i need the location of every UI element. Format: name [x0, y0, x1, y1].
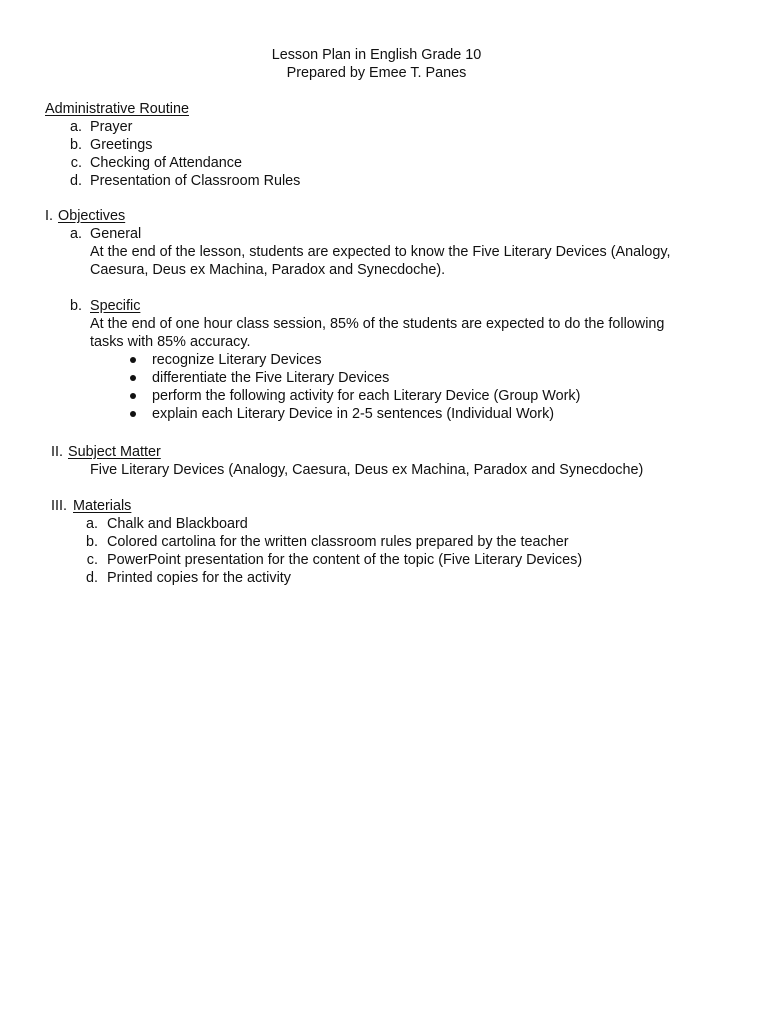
list-marker: c. [70, 155, 82, 171]
list-item [0, 154, 768, 172]
list-item [0, 172, 768, 190]
list-item-text: Checking of Attendance [90, 155, 243, 171]
list-item [0, 515, 768, 533]
subject-matter-section [0, 443, 768, 479]
admin-routine-section [0, 100, 768, 190]
list-item [0, 369, 768, 387]
list-marker: b. [69, 137, 82, 153]
general-objective-line: At the end of the lesson, students are expected to know the Five Literary Devices (Analogy, [90, 244, 671, 260]
list-item-text: Printed copies for the activity [107, 570, 291, 586]
specific-label: Specific [90, 298, 141, 314]
list-item-text: Presentation of Classroom Rules [90, 173, 301, 189]
list-marker: b. [69, 298, 82, 314]
bullet-icon [130, 393, 136, 399]
bullet-icon [130, 375, 136, 381]
objectives-heading: Objectives [58, 208, 126, 224]
materials-section [0, 497, 768, 587]
admin-routine-heading: Administrative Routine [45, 101, 189, 117]
section-numeral: II. [51, 444, 63, 460]
list-item [0, 533, 768, 551]
list-marker: a. [69, 226, 82, 242]
list-item-text: PowerPoint presentation for the content of the topic (Five Literary Devices) [107, 552, 583, 568]
general-objective-line: Caesura, Deus ex Machina, Paradox and Synecdoche). [90, 262, 446, 278]
list-item-text: differentiate the Five Literary Devices [152, 370, 390, 386]
general-label: General [90, 226, 142, 242]
list-item-text: Colored cartolina for the written classroom rules prepared by the teacher [107, 534, 569, 550]
specific-objective-line: At the end of one hour class session, 85% of the students are expected to do the following [90, 316, 665, 332]
list-item [0, 136, 768, 154]
list-item [0, 405, 768, 423]
list-marker: b. [85, 534, 98, 550]
materials-heading: Materials [73, 498, 132, 514]
list-marker: d. [85, 570, 98, 586]
list-marker: d. [69, 173, 82, 189]
bullet-icon [130, 411, 136, 417]
list-item-text: Greetings [90, 137, 153, 153]
list-item [0, 118, 768, 136]
subject-matter-text: Five Literary Devices (Analogy, Caesura, Deus ex Machina, Paradox and Synecdoche) [90, 462, 644, 478]
list-item-text: recognize Literary Devices [152, 352, 322, 368]
bullet-icon [130, 357, 136, 363]
list-item [0, 569, 768, 587]
list-marker: a. [85, 516, 98, 532]
list-item [0, 387, 768, 405]
document-header [0, 46, 753, 82]
specific-objective-line: tasks with 85% accuracy. [90, 334, 251, 350]
list-item [0, 351, 768, 369]
document-title: Lesson Plan in English Grade 10 [271, 47, 482, 63]
list-item-text: Prayer [90, 119, 133, 135]
section-numeral: I. [45, 208, 53, 224]
list-item-text: perform the following activity for each Literary Device (Group Work) [152, 388, 581, 404]
objectives-section [0, 207, 768, 423]
list-marker: a. [69, 119, 82, 135]
list-item-text: explain each Literary Device in 2-5 sentences (Individual Work) [152, 406, 555, 422]
section-numeral: III. [51, 498, 67, 514]
list-item [0, 551, 768, 569]
subject-matter-heading: Subject Matter [68, 444, 161, 460]
document-author: Prepared by Emee T. Panes [286, 65, 467, 81]
list-item-text: Chalk and Blackboard [107, 516, 248, 532]
list-marker: c. [86, 552, 98, 568]
